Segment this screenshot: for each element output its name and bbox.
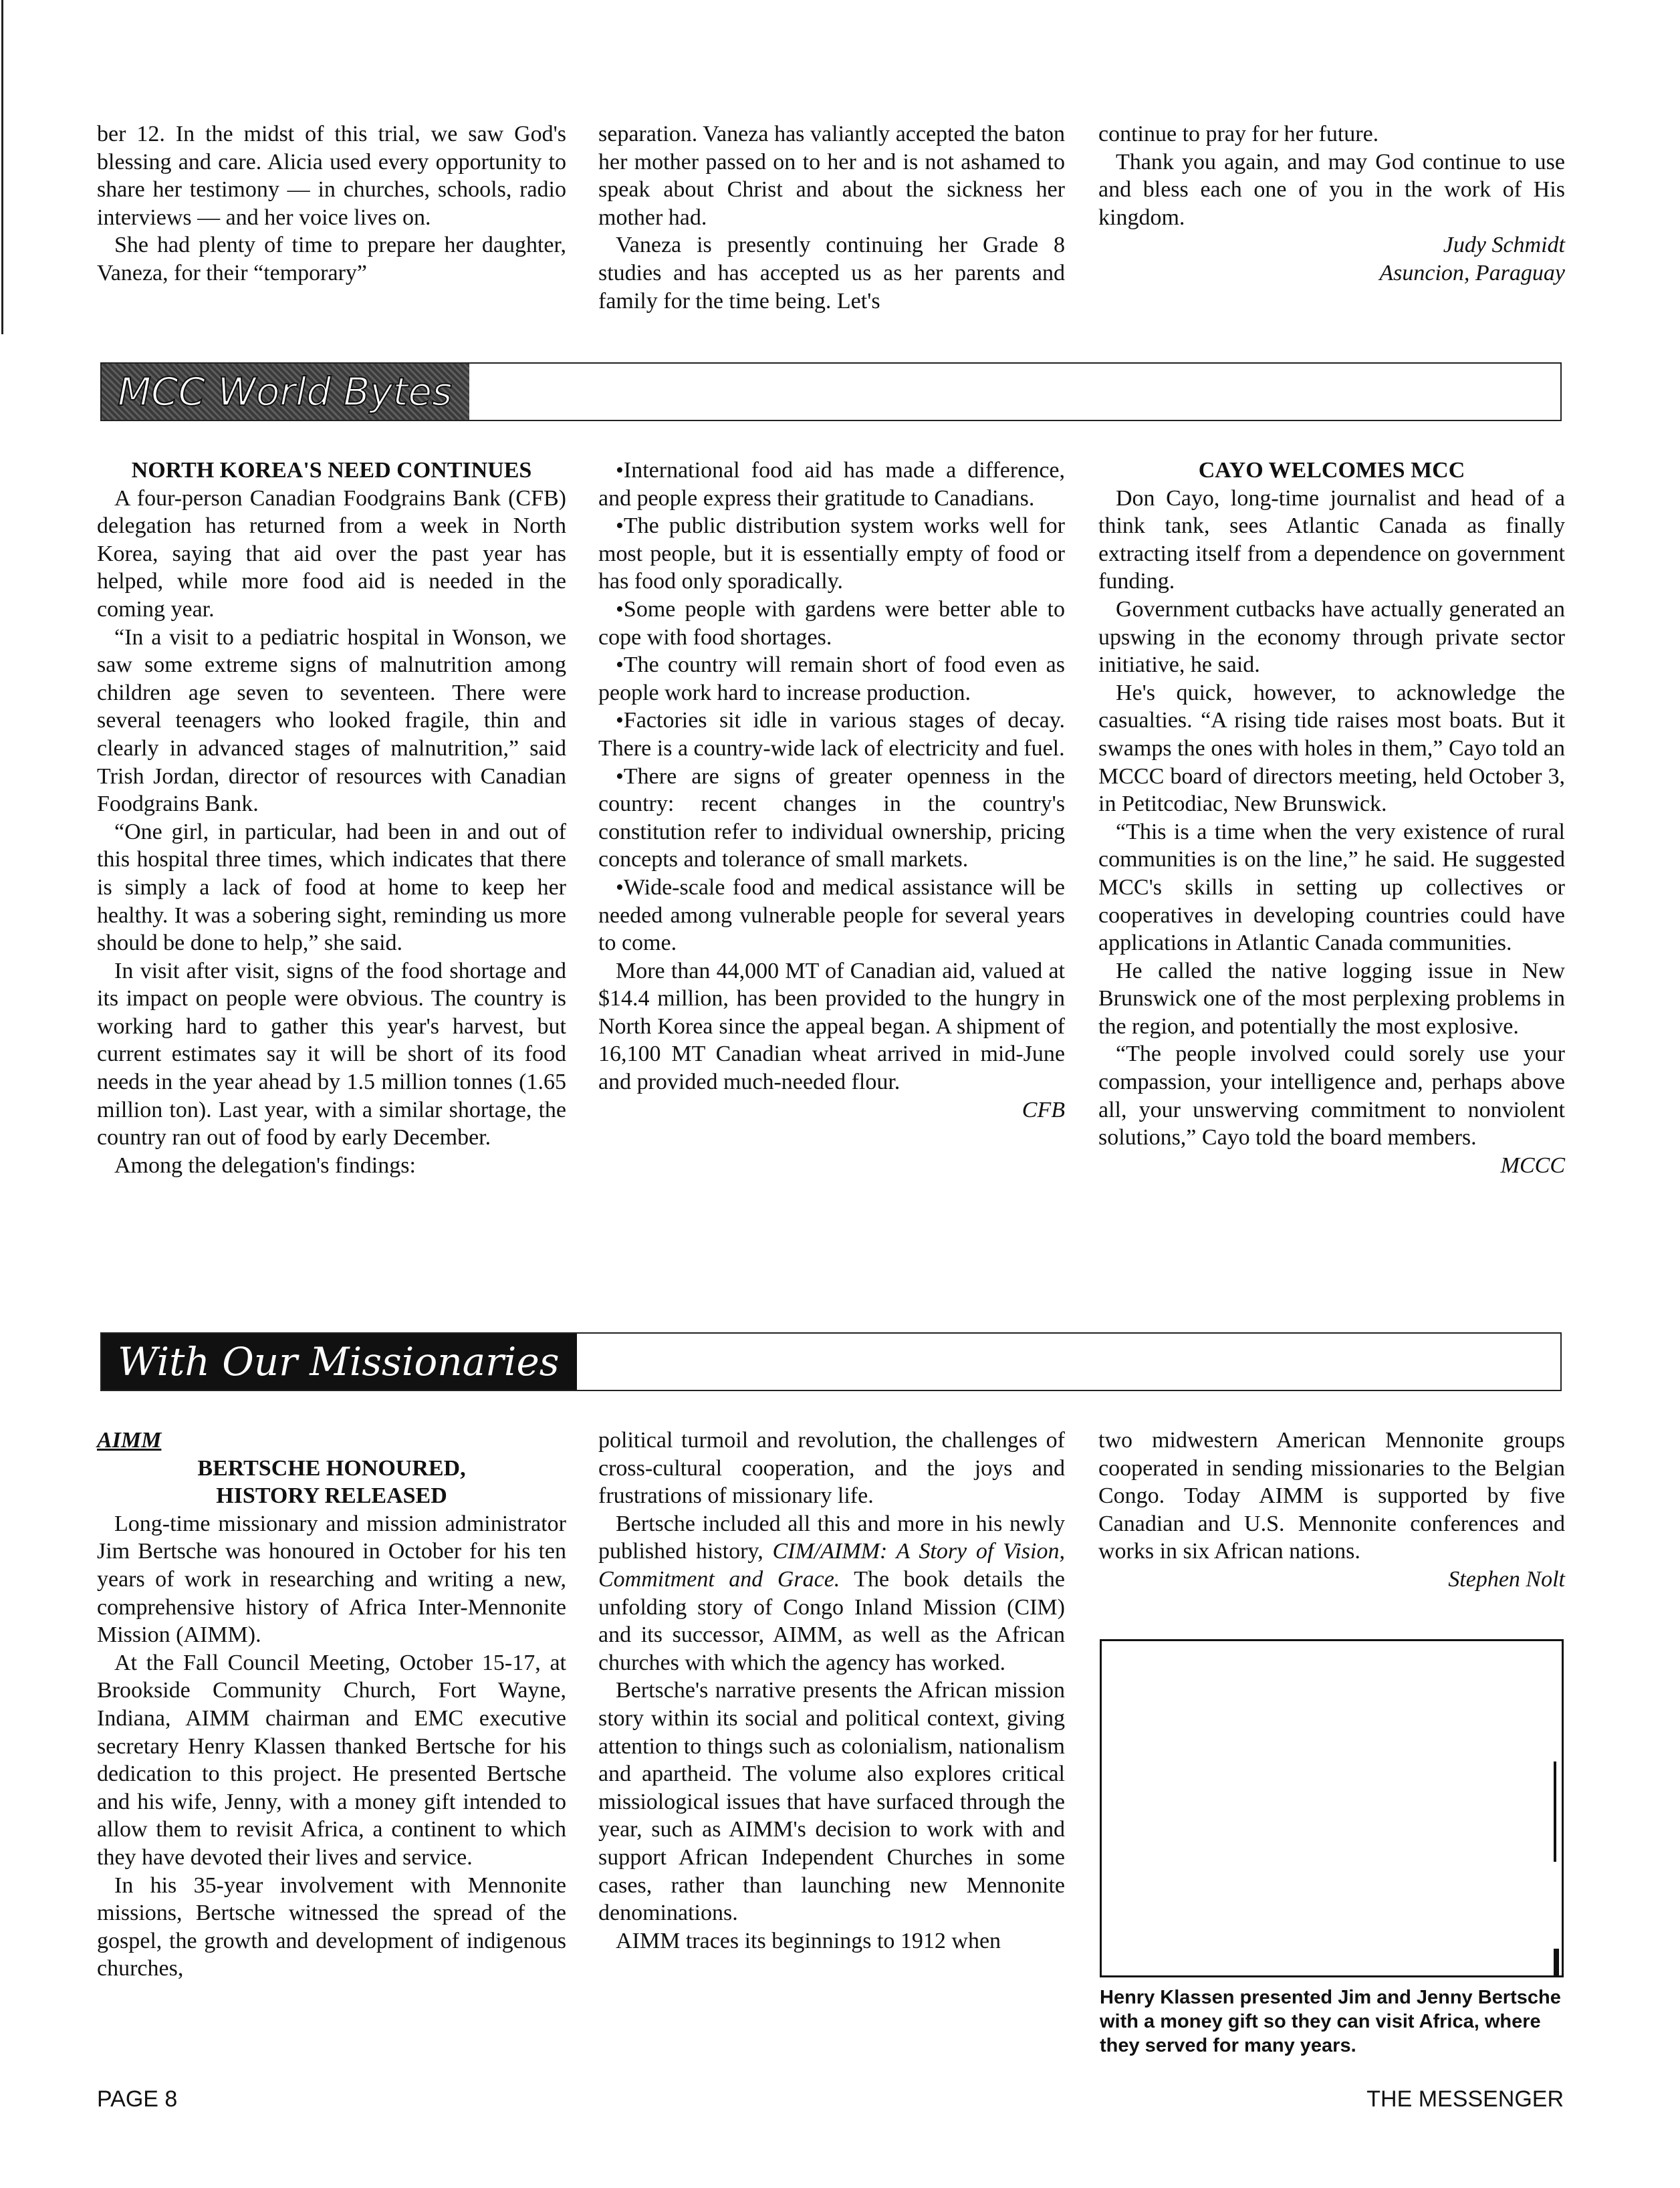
- book-title: CIM/AIMM: A Story of Vision, Commitment and Grace.: [598, 1539, 1065, 1592]
- paragraph: Long-time missionary and mission administrator Jim Bertsche was honoured in October for his ten years of work in researching and writing a new, comprehensive history of Africa Inter-Mennonite Mission (AIMM).: [97, 1511, 566, 1648]
- paragraph: More than 44,000 MT of Canadian aid, valued at $14.4 million, has been provided to the hungry in North Korea since the appeal began. A shipment of 16,100 MT Canadian wheat arrived in mid-June and provided much-needed flour.: [598, 958, 1065, 1095]
- signature-name: Judy Schmidt: [1443, 233, 1565, 258]
- article-credit-nolt: Stephen Nolt: [1448, 1566, 1565, 1592]
- top-column-1: [97, 120, 566, 287]
- korea-column-2: [598, 457, 1065, 1124]
- paragraph: Thank you again, and may God continue to use and bless each one of you in the work of His kingdom.: [1098, 149, 1565, 230]
- paragraph: ber 12. In the midst of this trial, we saw God's blessing and care. Alicia used every opportunity to share her testimony — in churches, schools, radio interviews — and her voice lives on.: [97, 122, 566, 230]
- paragraph: She had plenty of time to prepare her daughter, Vaneza, for their “temporary”: [97, 233, 566, 285]
- photo-artifact: [1554, 1949, 1559, 1975]
- paragraph: AIMM traces its beginnings to 1912 when: [616, 1928, 1001, 1953]
- bullet-item: •There are signs of greater openness in the country: recent changes in the country's constitution refer to individual ownership, pricing concepts and tolerance of small markets.: [598, 763, 1065, 872]
- article-headline-cayo: CAYO WELCOMES MCC: [1198, 458, 1465, 483]
- paragraph: “The people involved could sorely use your compassion, your intelligence and, perhaps above all, your unswerving commitment to nonviolent solutions,” Cayo told the board members.: [1098, 1042, 1565, 1150]
- paragraph: Bertsche included all this and more in his newly published history, CIM/AIMM: A Story of Vision, Commitment and Grace. The book details the unfolding story of Congo Inland Mission (CIM) and its successor, AIMM, as well as the African churches with which the agency has worked.: [598, 1511, 1065, 1675]
- bullet-item: •Some people with gardens were better able to cope with food shortages.: [598, 596, 1065, 650]
- section-banner-title: MCC World Bytes: [102, 364, 469, 420]
- photo-artifact: [1554, 1761, 1556, 1862]
- bertsche-column-2: [598, 1427, 1065, 1955]
- paragraph: In his 35-year involvement with Mennonite missions, Bertsche witnessed the spread of the gospel, the growth and development of indigenous churches,: [97, 1872, 566, 1981]
- korea-column-1: [97, 457, 566, 1179]
- paragraph: In visit after visit, signs of the food shortage and its impact on people were obvious. The country is working hard to gather this year's harvest, but current estimates say it will be short of its food needs in the year ahead by 1.5 million tonnes (1.65 million ton). Last year, with a similar shortage, the country ran out of food by early December.: [97, 958, 566, 1150]
- page-number: PAGE 8: [97, 2086, 178, 2112]
- top-column-2: [598, 120, 1065, 315]
- article-headline-line-2: HISTORY RELEASED: [216, 1483, 447, 1509]
- paragraph: Among the delegation's findings:: [114, 1152, 416, 1178]
- bertsche-column-1: [97, 1427, 566, 1983]
- bullet-item: •The country will remain short of food even as people work hard to increase production.: [598, 652, 1065, 705]
- bullet-item: •International food aid has made a difference, and people express their gratitude to Canadians.: [598, 458, 1065, 511]
- cayo-column: [1098, 457, 1565, 1179]
- article-headline-line-1: BERTSCHE HONOURED,: [197, 1455, 466, 1481]
- paragraph: Government cutbacks have actually generated an upswing in the economy through private sector initiative, he said.: [1098, 596, 1565, 678]
- bertsche-column-3: [1098, 1427, 1565, 1594]
- article-credit-mccc: MCCC: [1500, 1152, 1565, 1178]
- paragraph: He called the native logging issue in New Brunswick one of the most perplexing problems in the region, and potentially the most explosive.: [1098, 958, 1565, 1039]
- bullet-item: •Factories sit idle in various stages of decay. There is a country-wide lack of electricity and fuel.: [598, 708, 1065, 761]
- paragraph: Bertsche's narrative presents the African mission story within its social and political context, giving attention to things such as colonialism, nationalism and apartheid. The volume also explores critical missiological issues that have surfaced through the year, such as AIMM's decision to work with and support African Independent Churches in some cases, rather than launching new Mennonite denominations.: [598, 1678, 1065, 1926]
- paragraph: two midwestern American Mennonite groups cooperated in sending missionaries to the Belgian Congo. Today AIMM is supported by five Canadian and U.S. Mennonite conferences and works in six African nations.: [1098, 1428, 1565, 1564]
- paragraph: A four-person Canadian Foodgrains Bank (CFB) delegation has returned from a week in North Korea, saying that aid over the past year has helped, while more food aid is needed in the coming year.: [97, 485, 566, 622]
- paragraph: Vaneza is presently continuing her Grade 8 studies and has accepted us as her parents and family for the time being. Let's: [598, 233, 1065, 314]
- paragraph: Don Cayo, long-time journalist and head of a think tank, sees Atlantic Canada as finally extracting itself from a dependence on government funding.: [1098, 485, 1565, 594]
- photo-caption: Henry Klassen presented Jim and Jenny Bertsche with a money gift so they can visit Africa, where they served for many years.: [1100, 1987, 1561, 2056]
- top-column-3: [1098, 120, 1565, 287]
- section-banner-title: With Our Missionaries: [102, 1334, 577, 1390]
- section-banner-missionaries: [100, 1332, 1562, 1391]
- paragraph: He's quick, however, to acknowledge the casualties. “A rising tide raises most boats. But it swamps the ones with holes in them,” Cayo told an MCCC board of directors meeting, held October 3, in Petitcodiac, New Brunswick.: [1098, 680, 1565, 817]
- organization-tag: AIMM: [97, 1428, 162, 1453]
- paragraph: At the Fall Council Meeting, October 15-17, at Brookside Community Church, Fort Wayne, Indiana, AIMM chairman and EMC executive secretary Henry Klassen thanked Bertsche for his dedication to this project. He presented Bertsche and his wife, Jenny, with a money gift intended to allow them to revisit Africa, a continent to which they have devoted their lives and service.: [97, 1650, 566, 1870]
- paragraph: “One girl, in particular, had been in and out of this hospital three times, which indicates that there is simply a lack of food at home to keep her healthy. It was a sobering sight, reminding us more should be done to help,” she said.: [97, 819, 566, 956]
- publication-name: THE MESSENGER: [1366, 2086, 1564, 2112]
- bullet-item: •Wide-scale food and medical assistance will be needed among vulnerable people for several years to come.: [598, 874, 1065, 956]
- paragraph: continue to pray for her future.: [1098, 122, 1379, 146]
- article-credit-cfb: CFB: [1022, 1097, 1065, 1122]
- page-edge-rule: [1, 0, 3, 334]
- photo-placeholder: [1100, 1639, 1564, 1977]
- paragraph: “This is a time when the very existence of rural communities is on the line,” he said. He suggested MCC's skills in setting up collectives or cooperatives in developing countries could have applications in Atlantic Canada communities.: [1098, 819, 1565, 956]
- paragraph: “In a visit to a pediatric hospital in Wonson, we saw some extreme signs of malnutrition among children age seven to seventeen. There were several teenagers who looked fragile, thin and clearly in advanced stages of malnutrition,” said Trish Jordan, director of resources with Canadian Foodgrains Bank.: [97, 624, 566, 817]
- paragraph: separation. Vaneza has valiantly accepted the baton her mother passed on to her and is not ashamed to speak about Christ and about the sickness her mother had.: [598, 122, 1065, 230]
- paragraph: political turmoil and revolution, the challenges of cross-cultural cooperation, and the joys and frustrations of missionary life.: [598, 1428, 1065, 1509]
- signature-place: Asuncion, Paraguay: [1379, 260, 1565, 285]
- article-headline-korea: NORTH KOREA'S NEED CONTINUES: [131, 458, 532, 483]
- bullet-item: •The public distribution system works well for most people, but it is essentially empty of food or has food only sporadically.: [598, 513, 1065, 594]
- section-banner-world-bytes: [100, 362, 1562, 421]
